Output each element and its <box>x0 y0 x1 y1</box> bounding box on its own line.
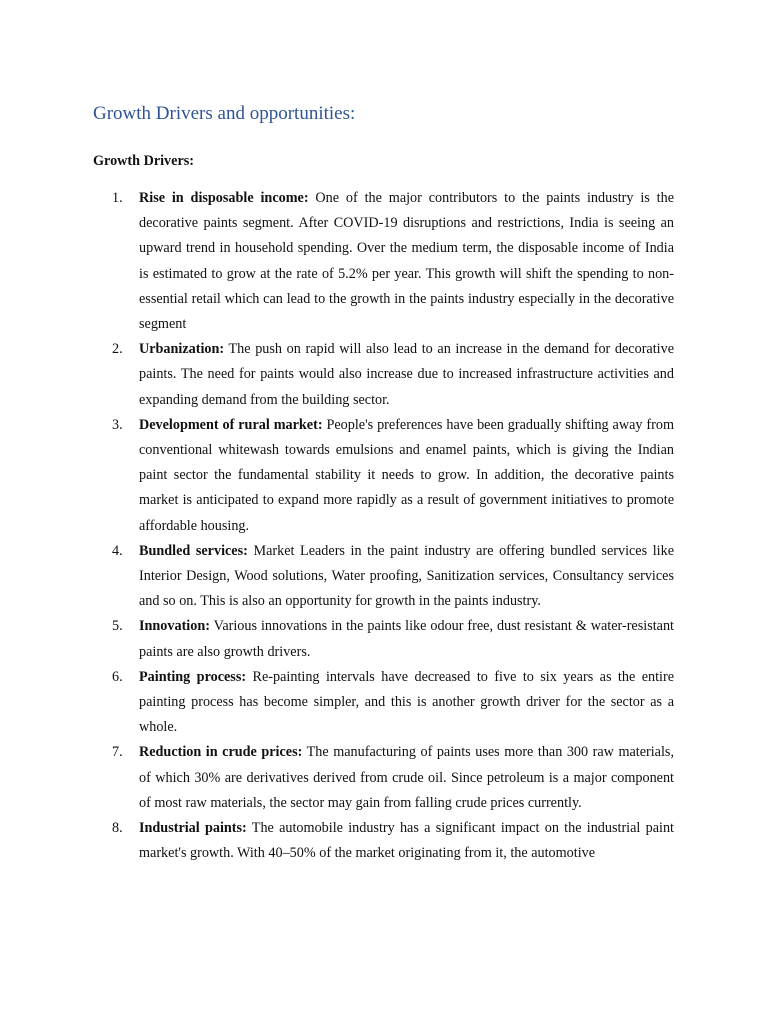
item-term: Innovation: <box>139 618 210 635</box>
item-text: The automobile industry has a significant impact on the industrial paint market's growth. With 40–50% of the market originating from it, the automotive <box>139 820 674 862</box>
item-number: 8. <box>112 820 123 837</box>
list-item <box>112 186 674 337</box>
section-subheading: Growth Drivers: <box>93 153 194 169</box>
item-text: Various innovations in the paints like odour free, dust resistant & water-resistant paints are also growth drivers. <box>139 618 674 660</box>
list-item <box>112 337 674 413</box>
item-term: Urbanization: <box>139 341 225 358</box>
item-text: The manufacturing of paints uses more than 300 raw materials, of which 30% are derivatives derived from crude oil. Since petroleum is a major component of most raw materials, the sector may gain from falling crude prices currently. <box>139 744 674 811</box>
item-number: 6. <box>112 668 123 685</box>
item-text: The push on rapid will also lead to an increase in the demand for decorative paints. The need for paints would also increase due to increased infrastructure activities and expanding demand from the building sector. <box>139 341 674 408</box>
list-item <box>112 740 674 816</box>
list-item <box>112 816 674 866</box>
list-item <box>112 614 674 664</box>
item-term: Industrial paints: <box>139 820 247 837</box>
item-term: Painting process: <box>139 668 247 685</box>
growth-drivers-list <box>112 186 674 866</box>
list-item <box>112 539 674 615</box>
item-number: 5. <box>112 618 123 635</box>
item-number: 1. <box>112 190 123 206</box>
item-number: 4. <box>112 542 123 559</box>
item-number: 7. <box>112 744 123 761</box>
item-text: Re-painting intervals have decreased to five to six years as the entire painting process has become simpler, and this is another growth driver for the sector as a whole. <box>139 668 674 736</box>
page-title: Growth Drivers and opportunities: <box>93 103 356 124</box>
item-text: One of the major contributors to the paints industry is the decorative paints segment. After COVID-19 disruptions and restrictions, India is seeing an upward trend in household spending. Over the medium term, the disposable income of India is estimated to grow at the rate of 5.2% per year. This growth will shift the spending to non-essential retail which can lead to the growth in the paints industry especially in the decorative segment <box>139 190 675 333</box>
item-term: Rise in disposable income: <box>139 190 309 206</box>
item-term: Reduction in crude prices: <box>139 744 303 761</box>
item-text: People's preferences have been gradually shifting away from conventional whitewash towards emulsions and enamel paints, which is giving the Indian paint sector the fundamental stability it needs to grow. In addition, the decorative paints market is anticipated to expand more rapidly as a result of government initiatives to promote affordable housing. <box>139 416 674 534</box>
list-item <box>112 665 674 741</box>
item-number: 3. <box>112 416 123 433</box>
list-item <box>112 413 674 539</box>
item-term: Development of rural market: <box>139 416 323 433</box>
item-number: 2. <box>112 341 123 358</box>
item-text: Market Leaders in the paint industry are offering bundled services like Interior Design, Wood solutions, Water proofing, Sanitization services, Consultancy services and so on. This is also an opportunity for growth in the paints industry. <box>139 542 674 610</box>
item-term: Bundled services: <box>139 542 248 559</box>
